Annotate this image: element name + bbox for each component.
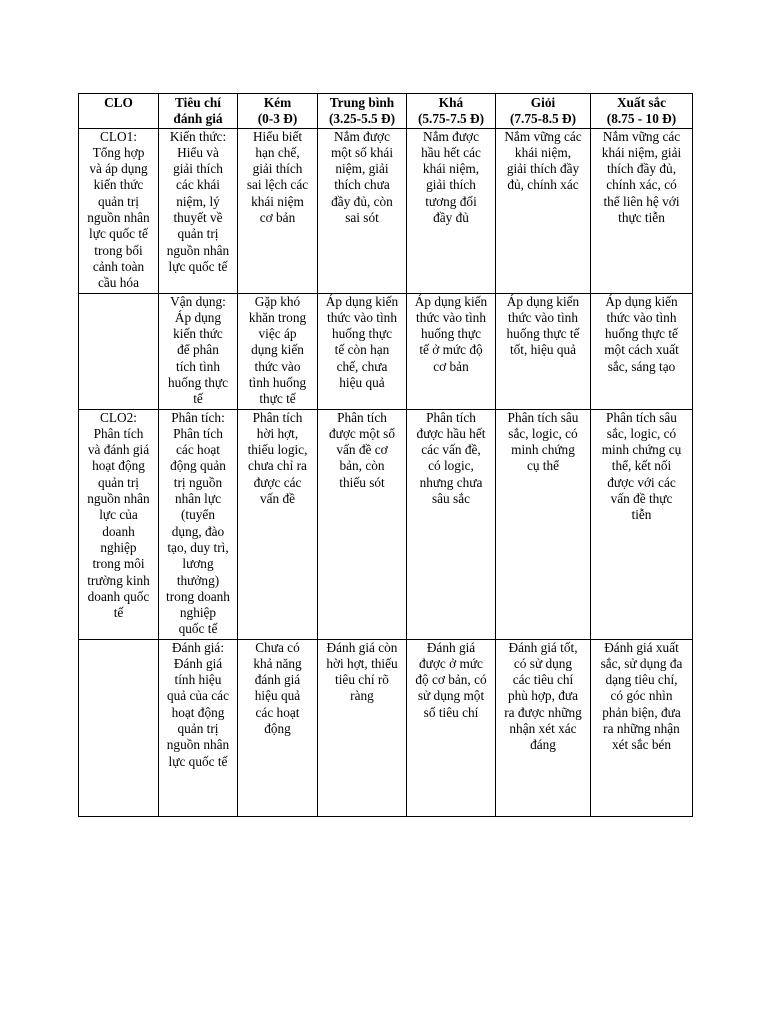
cell-line: động quản xyxy=(170,458,226,474)
cell-line: (tuyển xyxy=(181,507,215,523)
cell-line: Chưa có xyxy=(255,639,300,655)
criteria-cell xyxy=(159,128,238,293)
rubric-table xyxy=(78,93,693,817)
cell-line: tiễn xyxy=(631,507,652,523)
fair-cell xyxy=(407,128,496,293)
header-row xyxy=(79,94,693,129)
cell-line: quản trị xyxy=(98,193,139,209)
cell-line: lực quốc tế xyxy=(89,226,148,242)
cell-line: lực quốc tế xyxy=(168,258,228,274)
cell-line: hầu hết các xyxy=(421,144,481,160)
cell-line: trị nguồn xyxy=(173,474,223,490)
cell-line: thức vào tình xyxy=(416,309,486,325)
header-line: CLO xyxy=(104,95,133,110)
average-cell xyxy=(318,639,407,816)
clo-cell xyxy=(79,128,159,293)
cell-line: quốc tế xyxy=(178,621,218,637)
header-cell-excellent xyxy=(591,94,693,129)
cell-line: thức vào tình xyxy=(327,309,397,325)
cell-line: vấn đề cơ xyxy=(336,442,388,458)
cell-line: phản biện, đưa xyxy=(602,704,681,720)
cell-line: thiếu logic, xyxy=(247,442,308,458)
cell-line: trường kinh xyxy=(87,572,150,588)
cell-line: tính hiệu xyxy=(174,672,222,688)
cell-line: được với các xyxy=(607,474,676,490)
header-cell-poor xyxy=(238,94,318,129)
cell-line: thưởng) xyxy=(176,572,220,588)
fair-cell xyxy=(407,639,496,816)
cell-line: tế ở mức độ xyxy=(419,342,483,358)
cell-line: Áp dụng kiến xyxy=(414,293,488,309)
cell-line: vấn đề xyxy=(259,491,296,507)
table-row xyxy=(79,293,693,409)
cell-line: đánh giá xyxy=(254,672,301,688)
cell-line: huống thực xyxy=(420,326,482,342)
cell-line: minh chứng xyxy=(511,442,575,458)
cell-line: đầy đủ xyxy=(433,210,469,226)
cell-line: nhưng chưa xyxy=(419,474,483,490)
cell-line: Vận dụng: xyxy=(170,293,226,309)
table-row xyxy=(79,639,693,816)
good-cell xyxy=(496,639,591,816)
cell-line: tương đối xyxy=(425,193,477,209)
cell-line: tiêu chí rõ xyxy=(335,672,389,688)
cell-line: sử dụng một xyxy=(417,688,485,704)
header-cell-clo xyxy=(79,94,159,129)
cell-line: lực quốc tế xyxy=(168,753,228,769)
cell-line: độ cơ bản, có xyxy=(415,672,487,688)
cell-line: niệm, giải xyxy=(335,161,389,177)
cell-line: tình huống xyxy=(248,375,307,391)
cell-line: CLO2: xyxy=(100,409,137,425)
cell-line: sắc, logic, có xyxy=(606,425,677,441)
cell-line: có góc nhìn xyxy=(610,688,673,704)
cell-line: Hiểu và xyxy=(177,144,219,160)
header-cell-average xyxy=(318,94,407,129)
cell-line: được một số xyxy=(329,425,395,441)
cell-line: giải thích đầy xyxy=(506,161,580,177)
header-line: Trung bình xyxy=(329,95,395,110)
cell-line: đủ, chính xác xyxy=(507,177,579,193)
excellent-cell xyxy=(591,409,693,639)
cell-line: huống thực xyxy=(167,375,229,391)
cell-line: giải thích xyxy=(252,161,303,177)
cell-line: Áp dụng kiến xyxy=(506,293,580,309)
cell-line: chưa chỉ ra xyxy=(248,458,307,474)
cell-line: khả năng xyxy=(253,655,302,671)
cell-line: hiệu quả xyxy=(339,375,385,391)
cell-line: Áp dụng kiến xyxy=(605,293,678,309)
cell-line: quản trị xyxy=(177,226,219,242)
header-line: đánh giá xyxy=(173,111,223,127)
cell-line: sắc, sử dụng đa xyxy=(600,655,683,671)
cell-line: Nắm vững các xyxy=(602,128,681,144)
header-line: (8.75 - 10 Đ) xyxy=(606,111,677,127)
cell-line: một cách xuất xyxy=(604,342,679,358)
cell-line: nhận xét xác xyxy=(509,721,577,737)
cell-line: được ở mức xyxy=(419,655,483,671)
cell-line: thực tế xyxy=(259,391,296,407)
header-line: (7.75-8.5 Đ) xyxy=(509,111,577,127)
cell-line: nguồn nhân xyxy=(87,491,150,507)
cell-line: một số khái xyxy=(330,144,394,160)
cell-line: Phân tích: xyxy=(171,409,225,425)
cell-line: Gặp khó xyxy=(254,293,301,309)
excellent-cell xyxy=(591,128,693,293)
cell-line: nhân lực xyxy=(175,491,221,507)
cell-line: minh chứng cụ xyxy=(601,442,682,458)
cell-line: Phân tích sâu xyxy=(507,409,579,425)
clo-cell xyxy=(79,293,159,409)
cell-line: Tổng hợp xyxy=(92,144,145,160)
cell-line: bản, còn xyxy=(339,458,385,474)
header-line: (5.75-7.5 Đ) xyxy=(417,111,485,127)
cell-line: Phân tích xyxy=(93,425,144,441)
cell-line: tế xyxy=(193,391,203,407)
header-line: Xuất sắc xyxy=(616,95,667,110)
cell-line: được hầu hết xyxy=(416,425,486,441)
cell-line: trong doanh xyxy=(166,588,230,604)
cell-line: khái niệm, xyxy=(514,144,572,160)
cell-line: khái niệm, xyxy=(422,161,480,177)
cell-line: sắc, sáng tạo xyxy=(607,358,676,374)
cell-line: thức vào tình xyxy=(508,309,578,325)
cell-line: Áp dụng xyxy=(174,309,222,325)
rubric-body xyxy=(79,128,693,816)
cell-line: thể, kết nối xyxy=(611,458,672,474)
cell-line: tích tình xyxy=(176,358,220,374)
excellent-cell xyxy=(591,639,693,816)
fair-cell xyxy=(407,293,496,409)
cell-line: giải thích xyxy=(173,161,223,177)
cell-line: cụ thể xyxy=(526,458,560,474)
cell-line: cầu hóa xyxy=(98,275,139,291)
cell-line: thể liên hệ với xyxy=(603,193,680,209)
cell-line: các hoạt xyxy=(176,442,220,458)
cell-line: hiệu quả xyxy=(254,688,301,704)
table-row xyxy=(79,409,693,639)
cell-line: Phân tích xyxy=(173,425,223,441)
cell-line: và áp dụng xyxy=(89,161,148,177)
header-line: Kém xyxy=(263,95,292,110)
cell-line: Đánh giá còn xyxy=(326,639,398,655)
cell-line: tốt, hiệu quả xyxy=(509,342,577,358)
average-cell xyxy=(318,409,407,639)
cell-line: Hiểu biết xyxy=(252,128,303,144)
fair-cell xyxy=(407,409,496,639)
cell-line: tế xyxy=(113,605,124,621)
cell-line: kiến thức xyxy=(173,326,223,342)
cell-line: ra được những xyxy=(504,704,582,720)
cell-line: khái niệm, giải xyxy=(601,144,682,160)
header-line: Giỏi xyxy=(530,95,556,110)
cell-line: Phân tích sâu xyxy=(606,409,677,425)
cell-line: chế, chưa xyxy=(336,358,388,374)
cell-line: Đánh giá tốt, xyxy=(508,639,578,655)
cell-line: thực tiễn xyxy=(618,210,665,226)
cell-line: sâu sắc xyxy=(431,491,471,507)
cell-line: khăn trong xyxy=(248,309,307,325)
cell-line: hời hợt, thiếu xyxy=(326,655,398,671)
good-cell xyxy=(496,293,591,409)
cell-line: thức vào xyxy=(254,358,301,374)
cell-line: huống thực tế xyxy=(605,326,678,342)
cell-line: có sử dụng xyxy=(513,655,573,671)
cell-line: Nắm vững các xyxy=(504,128,582,144)
cell-line: ràng xyxy=(350,688,374,704)
cell-line: việc áp xyxy=(258,326,297,342)
cell-line: khái niệm xyxy=(251,193,304,209)
cell-line: Đánh giá xyxy=(173,655,223,671)
cell-line: động xyxy=(264,721,291,737)
cell-line: các khái xyxy=(176,177,220,193)
cell-line: cảnh toàn xyxy=(92,258,145,274)
cell-line: nghiệp xyxy=(179,605,217,621)
header-cell-good xyxy=(496,94,591,129)
poor-cell xyxy=(238,293,318,409)
table-row xyxy=(79,128,693,293)
cell-line: thiếu sót xyxy=(339,474,385,490)
cell-line: các hoạt xyxy=(255,704,300,720)
cell-line: huống thực tế xyxy=(506,326,580,342)
poor-cell xyxy=(238,639,318,816)
cell-line: giải thích xyxy=(426,177,476,193)
clo-cell xyxy=(79,409,159,639)
poor-cell xyxy=(238,409,318,639)
cell-line: chính xác, có xyxy=(606,177,677,193)
cell-line: dụng, đào xyxy=(171,523,225,539)
cell-line: nguồn nhân xyxy=(166,242,230,258)
cell-line: ra những nhận xyxy=(603,721,680,737)
cell-line: để phân xyxy=(177,342,219,358)
cell-line: số tiêu chí xyxy=(423,704,479,720)
header-line: (3.25-5.5 Đ) xyxy=(328,111,396,127)
cell-line: sai sót xyxy=(345,210,379,226)
excellent-cell xyxy=(591,293,693,409)
cell-line: dụng kiến xyxy=(251,342,304,358)
header-line: (0-3 Đ) xyxy=(257,111,298,127)
cell-line: hoạt động xyxy=(92,458,145,474)
cell-line: Phân tích xyxy=(252,409,303,425)
header-line: Khá xyxy=(438,95,464,110)
cell-line: phù hợp, đưa xyxy=(507,688,578,704)
cell-line: cơ bản xyxy=(259,210,296,226)
cell-line: và đánh giá xyxy=(87,442,150,458)
cell-line: CLO1: xyxy=(100,128,137,144)
cell-line: niệm, lý xyxy=(176,193,220,209)
header-cell-criteria xyxy=(159,94,238,129)
cell-line: đầy đủ, còn xyxy=(331,193,393,209)
cell-line: thuyết về xyxy=(173,210,223,226)
cell-line: quả của các xyxy=(166,688,229,704)
cell-line: nghiệp xyxy=(100,539,137,555)
cell-line: dạng tiêu chí, xyxy=(605,672,678,688)
cell-line: Phân tích xyxy=(426,409,476,425)
cell-line: doanh xyxy=(102,523,135,539)
criteria-cell xyxy=(159,639,238,816)
cell-line: Nắm được xyxy=(423,128,479,144)
cell-line: trong bối xyxy=(94,242,143,258)
cell-line: Nắm được xyxy=(334,128,390,144)
cell-line: Áp dụng kiến xyxy=(325,293,399,309)
cell-line: tạo, duy trì, xyxy=(167,539,229,555)
good-cell xyxy=(496,128,591,293)
cell-line: hời hợt, xyxy=(256,425,299,441)
cell-line: nguồn nhân xyxy=(87,210,150,226)
cell-line: thích chưa xyxy=(334,177,390,193)
header-cell-fair xyxy=(407,94,496,129)
cell-line: đáng xyxy=(530,737,556,753)
cell-line: Đánh giá xyxy=(426,639,476,655)
clo-cell xyxy=(79,639,159,816)
cell-line: hoạt động xyxy=(171,704,225,720)
cell-line: thức vào tình xyxy=(606,309,677,325)
criteria-cell xyxy=(159,409,238,639)
cell-line: Đánh giá xuất xyxy=(604,639,679,655)
cell-line: trong môi xyxy=(92,556,145,572)
criteria-cell xyxy=(159,293,238,409)
cell-line: hạn chế, xyxy=(255,144,300,160)
cell-line: doanh quốc xyxy=(87,588,150,604)
cell-line: Đánh giá: xyxy=(171,639,225,655)
cell-line: lương xyxy=(182,556,214,572)
cell-line: xét sắc bén xyxy=(611,737,672,753)
cell-line: quản trị xyxy=(98,474,139,490)
cell-line: tế còn hạn xyxy=(334,342,390,358)
cell-line: sắc, logic, có xyxy=(508,425,578,441)
cell-line: kiến thức xyxy=(93,177,144,193)
cell-line: thích đầy đủ, xyxy=(606,161,677,177)
cell-line: có logic, xyxy=(428,458,474,474)
poor-cell xyxy=(238,128,318,293)
cell-line: sai lệch các xyxy=(246,177,309,193)
header-line: Tiêu chí xyxy=(175,95,221,110)
cell-line: được các xyxy=(253,474,302,490)
cell-line: nguồn nhân xyxy=(166,737,230,753)
cell-line: lực của xyxy=(99,507,138,523)
cell-line: cơ bản xyxy=(433,358,469,374)
average-cell xyxy=(318,293,407,409)
cell-line: huống thực xyxy=(331,326,393,342)
cell-line: các tiêu chí xyxy=(512,672,574,688)
good-cell xyxy=(496,409,591,639)
cell-line: quản trị xyxy=(177,721,219,737)
cell-line: Kiến thức: xyxy=(169,128,227,144)
cell-line: các vấn đề, xyxy=(421,442,481,458)
cell-line: vấn đề thực xyxy=(610,491,673,507)
cell-line: Phân tích xyxy=(337,409,387,425)
average-cell xyxy=(318,128,407,293)
